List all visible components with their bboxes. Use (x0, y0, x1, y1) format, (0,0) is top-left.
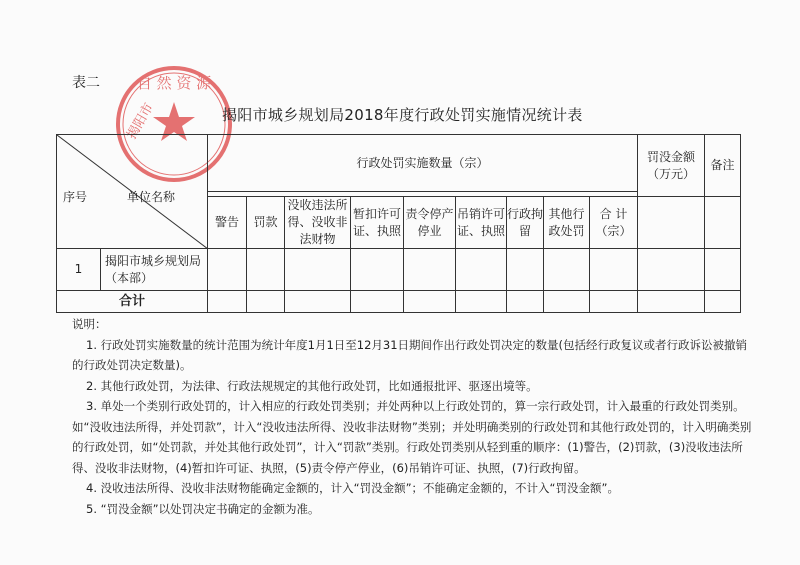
row-cell (590, 249, 638, 291)
total-cell (507, 291, 544, 313)
header-warning: 警告 (208, 197, 247, 249)
note-item: 4. 没收违法所得、没收非法财物能确定金额的，计入“罚没金额”；不能确定金额的，不计入“罚没金额”。 (86, 481, 619, 495)
total-cell (456, 291, 507, 313)
header-confiscation: 没收违法所得、没收非法财物 (285, 197, 351, 249)
header-total-count: 合 计（宗） (590, 197, 638, 249)
total-label: 合计 (57, 291, 208, 313)
total-row (57, 291, 741, 313)
header-fine: 罚款 (247, 197, 285, 249)
row-cell (456, 249, 507, 291)
row-unit-name: 揭阳市城乡规划局（本部） (101, 249, 208, 291)
row-cell (285, 249, 351, 291)
note-item: 1. 行政处罚实施数量的统计范围为统计年度1月1日至12月31日期间作出行政处罚决定的数量(包括经行政复议或者行政诉讼被撤销的行政处罚决定数量)。 (72, 337, 748, 372)
seq-header: 序号 (63, 190, 88, 204)
header-corner-cell (57, 135, 208, 249)
header-other-penalty: 其他行政处罚 (544, 197, 590, 249)
count-group-header: 行政处罚实施数量（宗） (208, 135, 638, 192)
total-cell (544, 291, 590, 313)
total-cell (590, 291, 638, 313)
row-cell (404, 249, 456, 291)
total-cell (404, 291, 456, 313)
svg-text:自 然 资 源: 自 然 资 源 (136, 74, 212, 92)
total-cell (638, 291, 705, 313)
table-row (57, 249, 741, 291)
amount-cell-empty (638, 197, 705, 249)
row-cell (507, 249, 544, 291)
remark-header: 备注 (705, 135, 741, 197)
svg-text:揭阳市: 揭阳市 (124, 100, 157, 142)
note-item: 2. 其他行政处罚，为法律、行政法规规定的其他行政处罚，比如通报批评、驱逐出境等。 (86, 378, 538, 393)
remark-cell-empty (705, 197, 741, 249)
row-cell (638, 249, 705, 291)
table-title: 揭阳市城乡规划局2018年度行政处罚实施情况统计表 (222, 106, 583, 124)
header-production-stop: 责令停产停业 (404, 197, 456, 249)
unit-name-header: 单位名称 (127, 190, 176, 204)
header-license-revocation: 吊销许可证、执照 (456, 197, 507, 249)
total-cell (705, 291, 741, 313)
note-item: 5. “罚没金额”以处罚决定书确定的金额为准。 (86, 501, 320, 516)
total-cell (208, 291, 247, 313)
row-cell (247, 249, 285, 291)
total-cell (351, 291, 404, 313)
page-label: 表二 (72, 75, 100, 91)
amount-header: 罚没金额（万元） (638, 135, 705, 197)
row-cell (351, 249, 404, 291)
total-cell (285, 291, 351, 313)
header-detention: 行政拘留 (507, 197, 544, 249)
notes-section (72, 314, 752, 519)
row-seq: 1 (57, 249, 101, 291)
row-cell (705, 249, 741, 291)
row-cell (208, 249, 247, 291)
total-cell (247, 291, 285, 313)
notes-heading: 说明： (72, 317, 107, 331)
note-item: 3. 单处一个类别行政处罚的，计入相应的行政处罚类别；并处两种以上行政处罚的，算一宗行政处罚，计入最重的行政处罚类别。如“没收违法所得，并处罚款”，计入“没收违法所得、没收非法财物”类别；并处明确类别的行政处罚和其他行政处罚的，计入明确类别的行政处罚，如“处罚款，并处其他行政处罚”，计入“罚款”类别。行政处罚类别从轻到重的顺序：(1)警告，(2)罚款，(3)没收违法所得、没收非法财物，(4)暂扣许可证、执照，(5)责令停产停业，(6)吊销许可证、执照，(7)行政拘留。 (72, 399, 752, 475)
row-cell (544, 249, 590, 291)
header-license-suspension: 暂扣许可证、执照 (351, 197, 404, 249)
statistics-table (56, 134, 741, 313)
